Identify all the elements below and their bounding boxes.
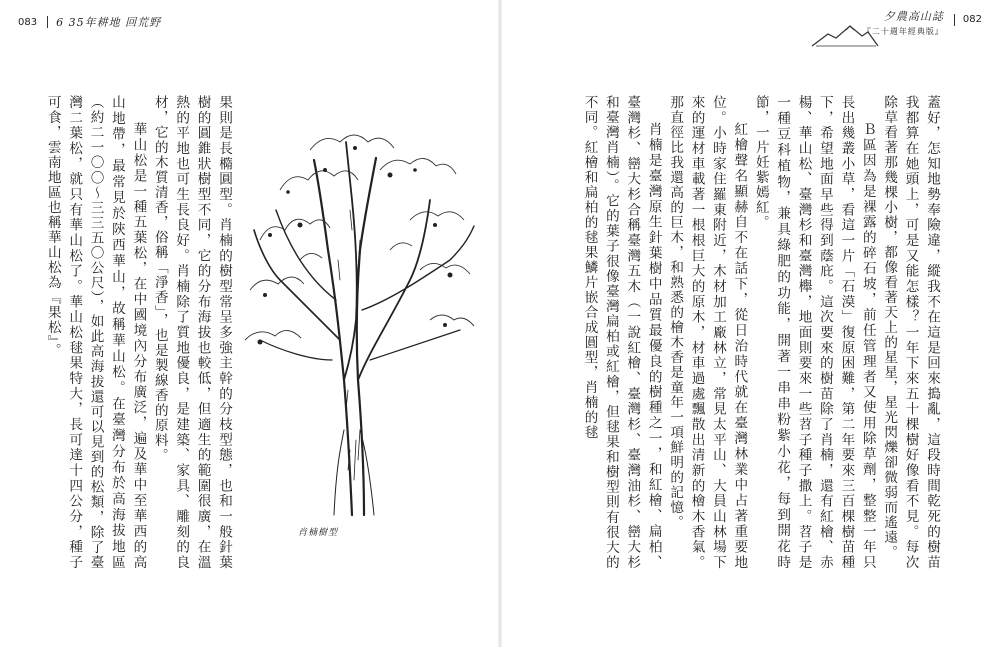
left-page-header (18, 14, 161, 30)
header-divider (47, 16, 48, 28)
header-divider (954, 14, 955, 26)
paragraph: 紅檜聲名顯赫自不在話下，從日治時代就在臺灣林業中占著重要地位。小時家住羅東附近，木材加工廠林立，常見太平山、大員山林場下來的運材車載著一根根巨大的原木，材車過處飄散出清新的檜木香氣。那直徑比我還高的巨木，和熟悉的檜木香是童年一項鮮明的記憶。 (667, 95, 748, 570)
paragraph: 肖楠是臺灣原生針葉樹中品質最優良的樹種之一，和紅檜、扁柏、臺灣杉、巒大杉合稱臺灣五木（一說紅檜、臺灣杉、臺灣油杉、巒大杉和臺灣肖楠）。它的葉子很像臺灣扁柏或紅檜，但毬果和樹型則有很大的不同。紅檜和扁柏的毬果鱗片嵌合成圓型，肖楠的毬 (581, 95, 662, 570)
tree-illustration-icon (240, 130, 480, 520)
book-gutter (498, 0, 502, 647)
paragraph: 華山松是一種五葉松，在中國境內分布廣泛，遍及華中至華西的高山地帶，最常見於陝西華山，故稱華山松。在臺灣分布於高海拔地區（約二一〇〇～三三五〇公尺），如此高海拔還可以見到的松類，除了臺灣二葉松，就只有華山松了。華山松毬果特大，長可達十四公分，種子可食，雲南地區也稱華山松為『果松』。 (44, 95, 147, 570)
left-page-body (44, 95, 234, 570)
edition-label: 『二十週年經典版』 (862, 27, 944, 36)
book-title: 夕農高山誌 (883, 10, 944, 23)
figure-caption: 肖楠樹型 (298, 528, 339, 538)
right-page-header (863, 8, 982, 37)
left-running-title: 6 35年耕地 回荒野 (56, 16, 162, 29)
paragraph: 蓋好，怎知地勢奉險違，縱我不在這是回來搗亂，這段時間乾死的樹苗我都算在她頭上，可是又能怎樣？一年下來五十棵樹好像看不見。每次除草看著那幾棵小樹，都像看著天上的星星，星光閃爍卻微弱而遙遠。 (881, 95, 940, 570)
right-page-number: 082 (962, 14, 982, 25)
right-page-body (570, 95, 942, 570)
left-page-number: 083 (18, 16, 38, 28)
paragraph: Ｂ區因為是裸露的碎石坡，前任管理者又使用除草劑，整整一年只長出幾叢小草，看這一片「石漠」復原困難，第二年要來三百棵樹苗種下，希望地面早些得到蔭庇。這次要來的樹苗除了肖楠，還有紅檜、赤楊、華山松、臺灣杉和臺灣櫸，地面則要來一些苕子種子撒上。苕子是一種豆科植物，兼具綠肥的功能，開著一串串粉紫小花，每到開花時節，一片妊紫嫣紅。 (752, 95, 876, 570)
paragraph: 果則是長橢圓型。肖楠的樹型常呈多強主幹的分枝型態，也和一般針葉樹的圓錐狀樹型不同，它的分布海拔也較低，但適生的範圍很廣，在溫熱的平地也可生長良好。肖楠除了質地優良，是建築、家具、雕刻的良材，它的木質清香，俗稱「淨香」，也是製線香的原料。 (151, 95, 232, 570)
